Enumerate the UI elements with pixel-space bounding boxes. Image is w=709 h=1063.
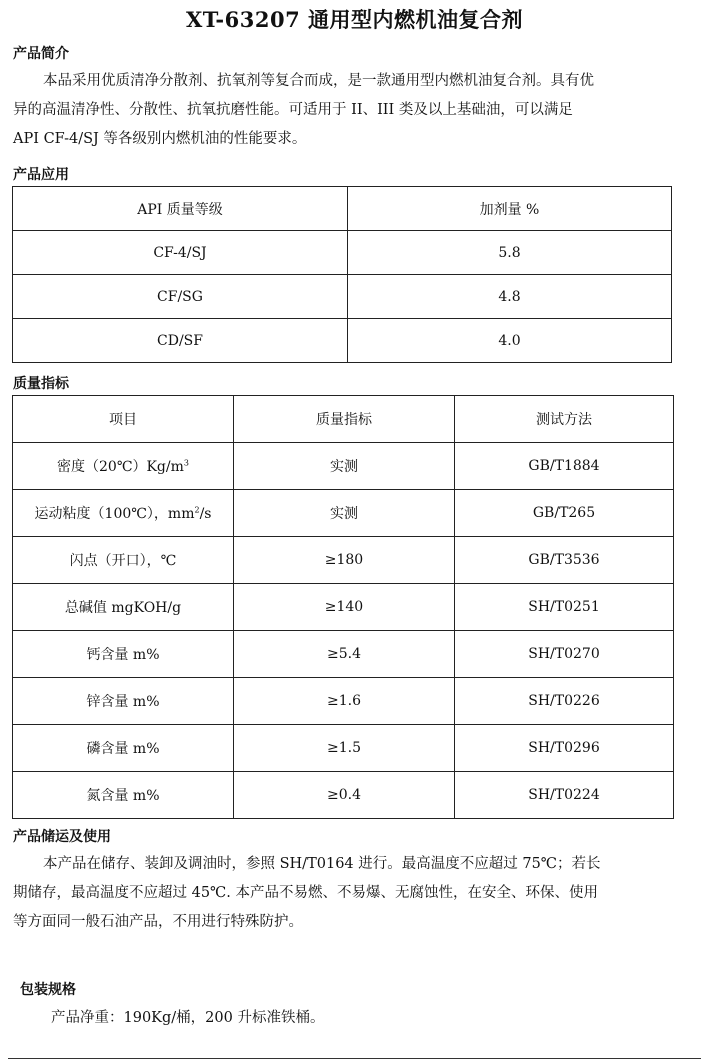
item-cell: 氮含量 m% [13,772,234,819]
application-heading: 产品应用 [13,167,69,183]
header-method: 测试方法 [455,396,674,443]
spec-cell: 实测 [234,443,455,490]
storage-paragraph [13,850,697,937]
grade-cell: CD/SF [13,319,348,363]
table-header-row [13,187,672,231]
item-cell: 钙含量 m% [13,631,234,678]
storage-heading: 产品储运及使用 [13,829,111,845]
item-cell [13,443,234,490]
intro-line: 本品采用优质清净分散剂、抗氧剂等复合而成，是一款通用型内燃机油复合剂。具有优 [43,73,594,89]
storage-line: 期储存，最高温度不应超过 45℃. 本产品不易燃、不易爆、无腐蚀性，在安全、环保、使用 [13,885,598,901]
table-row [13,231,672,275]
superscript: 3 [183,458,189,468]
quality-table [12,395,674,819]
table-header-row [13,396,674,443]
intro-line: API CF-4/SJ 等各级别内燃机油的性能要求。 [13,131,307,147]
table-row [13,275,672,319]
bottom-divider [8,1058,701,1059]
application-table [12,186,672,363]
packaging-paragraph [13,1004,697,1033]
intro-paragraph [13,67,697,154]
document-title: XT-63207 通用型内燃机油复合剂 [185,7,524,32]
table-row [13,319,672,363]
method-cell: SH/T0251 [455,584,674,631]
dosage-cell: 4.0 [348,319,672,363]
header-dosage: 加剂量 % [348,187,672,231]
spec-cell: ≥1.6 [234,678,455,725]
method-cell: GB/T1884 [455,443,674,490]
spec-cell: 实测 [234,490,455,537]
table-row [13,678,674,725]
table-row [13,584,674,631]
method-cell: GB/T3536 [455,537,674,584]
item-text: 运动粘度（100℃），mm [34,506,195,522]
method-cell: SH/T0296 [455,725,674,772]
method-cell: GB/T265 [455,490,674,537]
header-item: 项目 [13,396,234,443]
item-cell: 闪点（开口），℃ [13,537,234,584]
dosage-cell: 4.8 [348,275,672,319]
spec-cell: ≥180 [234,537,455,584]
item-cell [13,490,234,537]
table-row [13,490,674,537]
storage-line: 本产品在储存、装卸及调油时，参照 SH/T0164 进行。最高温度不应超过 75℃；若长 [43,856,601,872]
grade-cell: CF/SG [13,275,348,319]
table-row [13,537,674,584]
item-cell: 总碱值 mgKOH/g [13,584,234,631]
header-api-grade: API 质量等级 [13,187,348,231]
spec-cell: ≥1.5 [234,725,455,772]
method-cell: SH/T0224 [455,772,674,819]
grade-cell: CF-4/SJ [13,231,348,275]
table-row [13,631,674,678]
storage-line: 等方面同一般石油产品，不用进行特殊防护。 [13,914,303,930]
header-spec: 质量指标 [234,396,455,443]
item-cell: 磷含量 m% [13,725,234,772]
packaging-heading: 包装规格 [20,982,76,998]
intro-line: 异的高温清净性、分散性、抗氧抗磨性能。可适用于 II、III 类及以上基础油，可以满足 [13,102,573,118]
table-row [13,725,674,772]
spec-cell: ≥0.4 [234,772,455,819]
quality-heading: 质量指标 [13,376,69,392]
spec-cell: ≥140 [234,584,455,631]
table-row [13,772,674,819]
intro-heading: 产品简介 [13,46,69,62]
method-cell: SH/T0226 [455,678,674,725]
superscript: 2 [194,505,200,515]
item-cell: 锌含量 m% [13,678,234,725]
item-text: 密度（20℃）Kg/m [57,459,184,475]
packaging-line: 产品净重：190Kg/桶，200 升标准铁桶。 [51,1010,325,1026]
table-row [13,443,674,490]
method-cell: SH/T0270 [455,631,674,678]
item-suffix: /s [199,506,212,522]
spec-cell: ≥5.4 [234,631,455,678]
dosage-cell: 5.8 [348,231,672,275]
